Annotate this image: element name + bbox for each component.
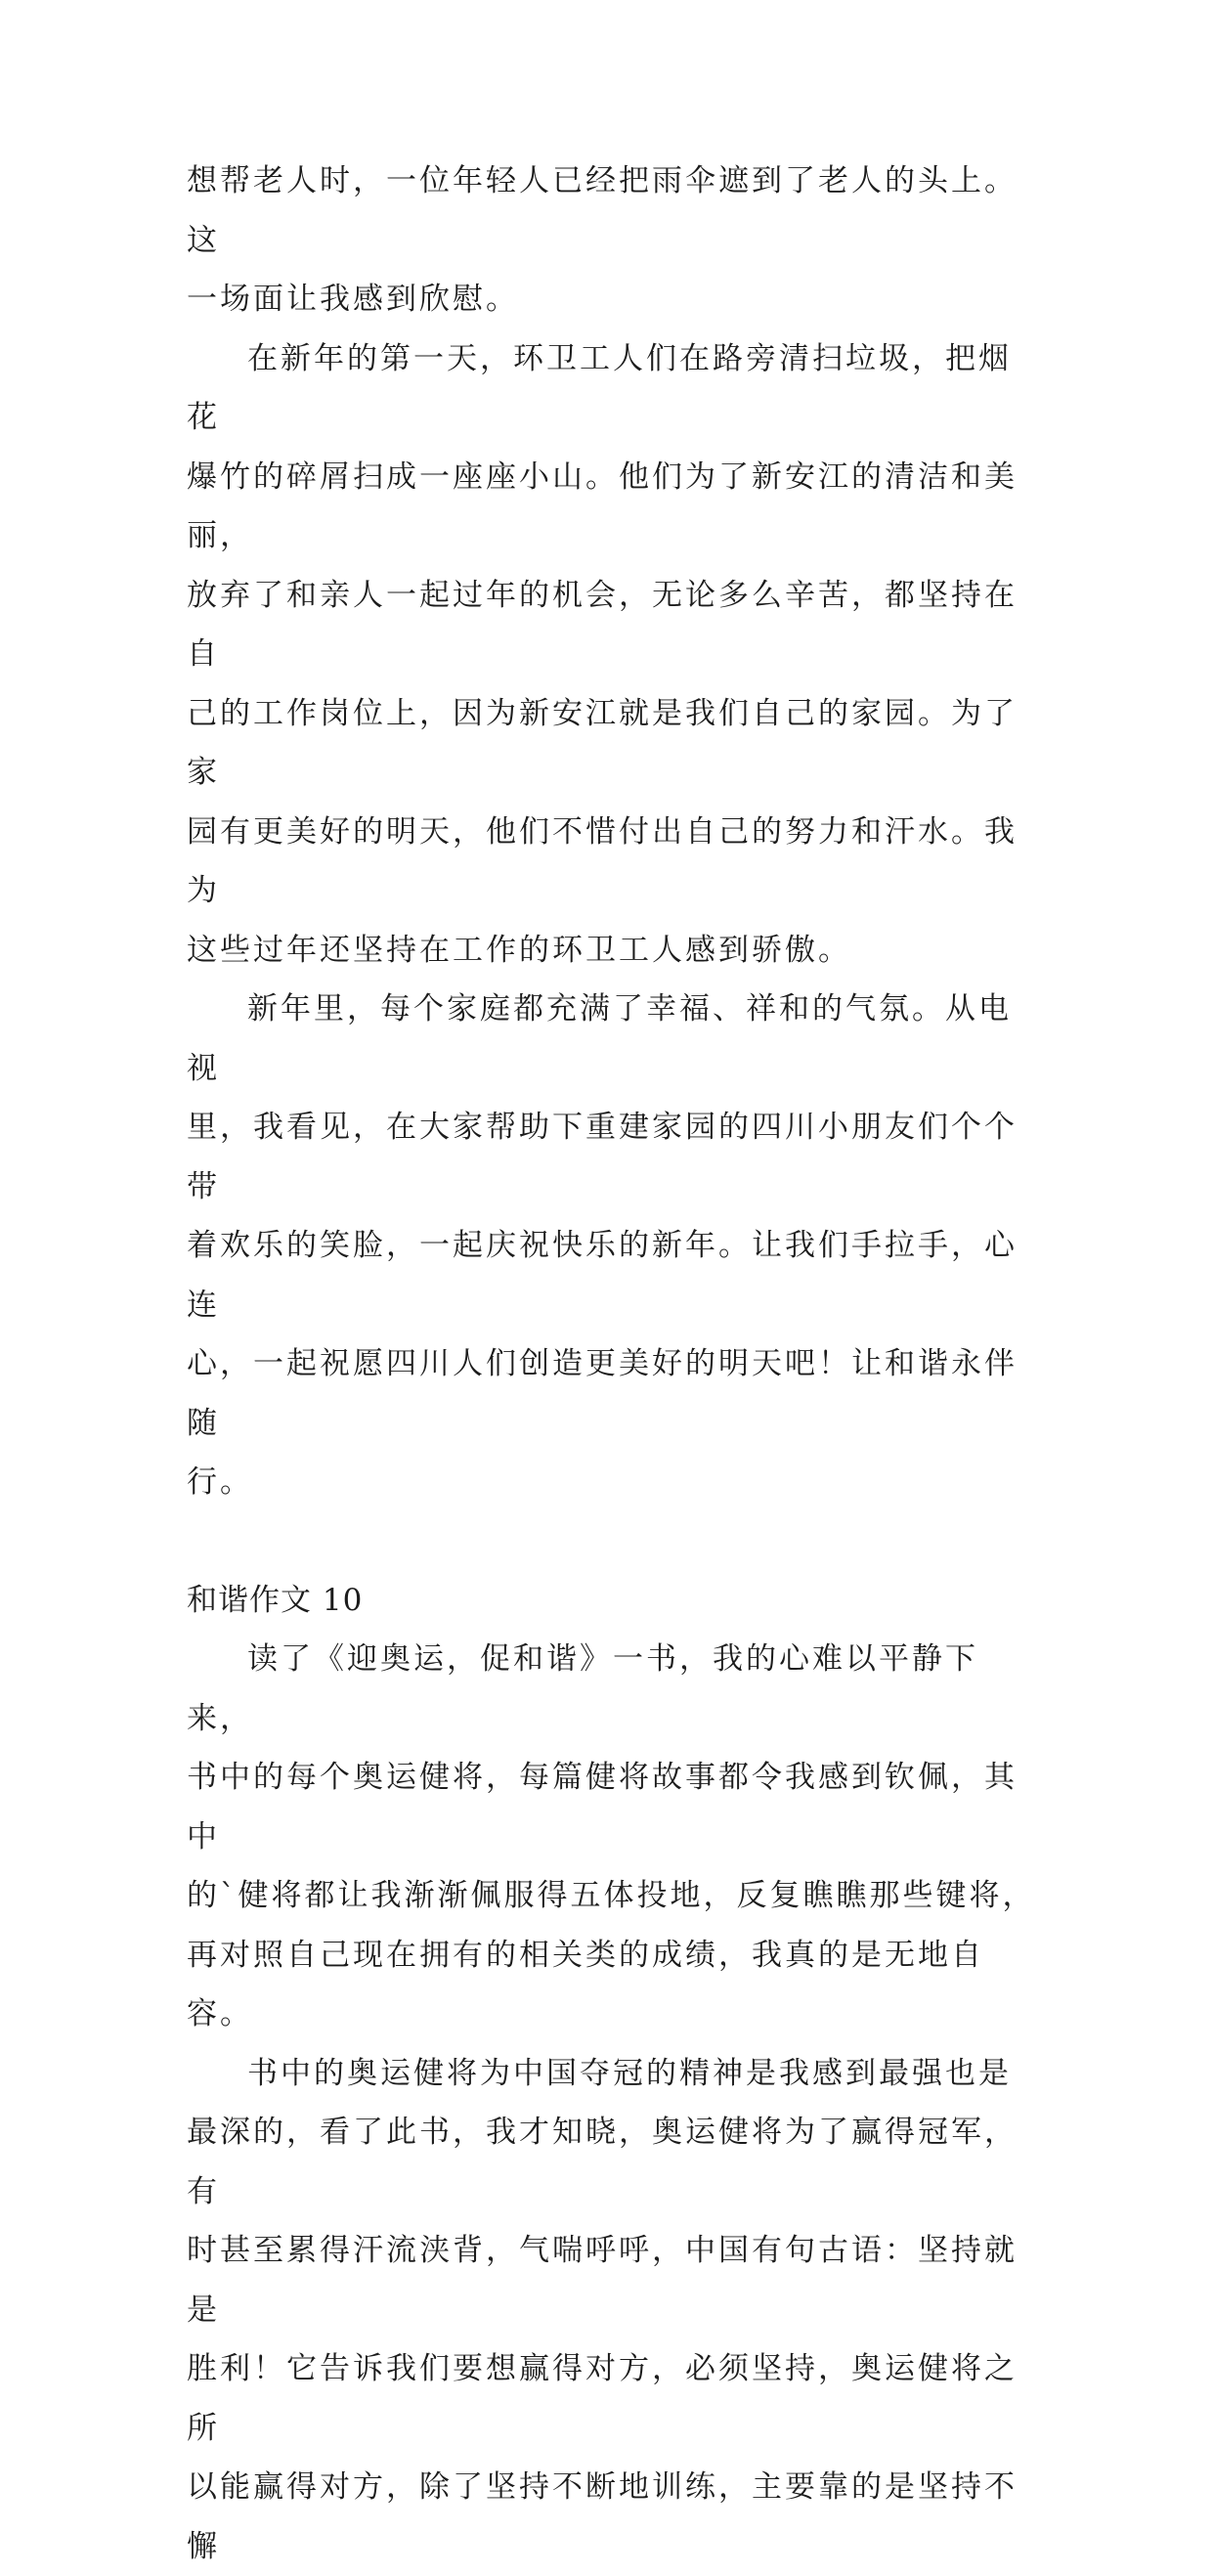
text-line: 最深的，看了此书，我才知晓，奥运健将为了赢得冠军，有: [187, 2115, 1018, 2209]
text-line: 的`健将都让我渐渐佩服得五体投地，反复瞧瞧那些键将，: [187, 1878, 1036, 1913]
text-line: 以能赢得对方，除了坚持不断地训练，主要靠的是坚持不懈: [187, 2469, 1018, 2564]
paragraph: [187, 1630, 1037, 2044]
text-line: 里，我看见，在大家帮助下重建家园的四川小朋友们个个带: [187, 1110, 1018, 1204]
text-line: 书中的每个奥运健将，每篇健将故事都令我感到钦佩，其中: [187, 1760, 1018, 1855]
text-line: 一场面让我感到欣慰。: [187, 282, 519, 317]
text-line: 着欢乐的笑脸，一起庆祝快乐的新年。让我们手拉手，心连: [187, 1228, 1018, 1323]
text-line: 放弃了和亲人一起过年的机会，无论多么辛苦，都坚持在自: [187, 578, 1018, 673]
document-body: [187, 152, 1037, 2576]
text-line: 己的工作岗位上，因为新安江就是我们自己的家园。为了家: [187, 696, 1018, 791]
paragraph: [187, 329, 1037, 981]
paragraph: [187, 980, 1037, 1512]
text-line: 新年里，每个家庭都充满了幸福、祥和的气氛。从电视: [187, 991, 1012, 1086]
section-title: 和谐作文 10: [187, 1571, 1037, 1631]
text-line: 时甚至累得汗流浃背，气喘呼呼，中国有句古语：坚持就是: [187, 2233, 1018, 2328]
text-line: 读了《迎奥运，促和谐》一书，我的心难以平静下来，: [187, 1641, 978, 1736]
text-line: 想帮老人时，一位年轻人已经把雨伞遮到了老人的头上。这: [187, 163, 1018, 258]
text-line: 心，一起祝愿四川人们创造更美好的明天吧！让和谐永伴随: [187, 1346, 1018, 1441]
text-line: 胜利！它告诉我们要想赢得对方，必须坚持，奥运健将之所: [187, 2351, 1018, 2446]
text-line: 这些过年还坚持在工作的环卫工人感到骄傲。: [187, 933, 851, 968]
text-line: 行。: [187, 1464, 253, 1500]
text-line: 在新年的第一天，环卫工人们在路旁清扫垃圾，把烟花: [187, 341, 1012, 436]
text-line: 书中的奥运健将为中国夺冠的精神是我感到最强也是: [247, 2056, 1012, 2091]
text-line: 再对照自己现在拥有的相关类的成绩，我真的是无地自容。: [187, 1938, 984, 2032]
paragraph: [187, 152, 1037, 329]
paragraph: [187, 2044, 1037, 2576]
text-line: 园有更美好的明天，他们不惜付出自己的努力和汗水。我为: [187, 814, 1018, 909]
text-line: 爆竹的碎屑扫成一座座小山。他们为了新安江的清洁和美丽，: [187, 459, 1018, 554]
